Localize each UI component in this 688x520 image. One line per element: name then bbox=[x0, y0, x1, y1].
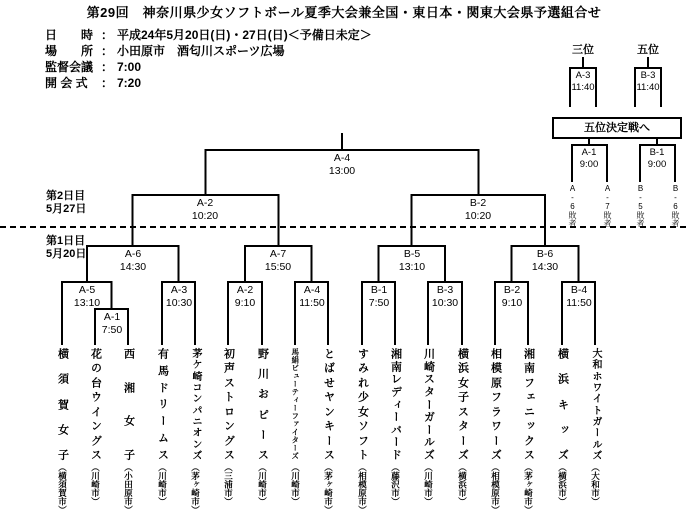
fifth-place-label: 五位 bbox=[637, 44, 659, 56]
fifth-place-game-label bbox=[631, 70, 665, 94]
team-name: 初 声 ス ト ロ ン グ ス bbox=[222, 348, 235, 460]
round1-b4-label bbox=[557, 284, 601, 310]
game-code: A-4 bbox=[333, 152, 351, 164]
team-yamato-white-girls bbox=[580, 348, 610, 518]
third-place-label: 三位 bbox=[572, 44, 594, 56]
loser-slot-a7: A-7敗者 bbox=[603, 184, 612, 227]
team-city: （大和市） bbox=[590, 463, 601, 506]
team-name: 有 馬 ド リ ー ム ス bbox=[156, 348, 169, 460]
team-city: （三浦市） bbox=[223, 463, 234, 506]
team-city: （川崎市） bbox=[157, 463, 168, 506]
team-name: 湘 南 レ デ ィ ー バ ー ド bbox=[389, 348, 402, 460]
round1-a5-label bbox=[65, 284, 109, 310]
team-city: （川崎市） bbox=[90, 463, 101, 506]
game-time: 13:00 bbox=[328, 165, 356, 177]
team-city: （横浜市） bbox=[557, 463, 568, 506]
team-name: 相 模 原 フ ラ ワ ー ズ bbox=[489, 348, 502, 460]
team-name: す み れ 少 女 ソ フ ト bbox=[356, 348, 369, 460]
game-time: 11:40 bbox=[571, 82, 595, 93]
game-code: B-1 bbox=[370, 284, 388, 296]
team-name: 横 浜 キ ッ ズ bbox=[556, 348, 569, 460]
day1-label-line2: 5月20日 bbox=[46, 248, 87, 260]
day2-label-line1: 第2日目 bbox=[46, 190, 86, 202]
day2-semi-b2-label bbox=[456, 197, 500, 223]
round1-b3-label bbox=[423, 284, 467, 310]
game-time: 14:30 bbox=[119, 261, 147, 273]
info-ceremony-row bbox=[45, 75, 372, 91]
game-code: A-4 bbox=[303, 284, 321, 296]
team-name: 川 崎 ス タ ー ガ ー ル ズ bbox=[422, 348, 435, 460]
game-time: 10:20 bbox=[191, 210, 219, 222]
fifth-place-decision-box: 五位決定戦へ bbox=[552, 117, 682, 139]
fifth-qualifier-a1-label bbox=[572, 147, 606, 171]
day1-label-line1: 第1日目 bbox=[46, 235, 86, 247]
info-place-label: 場 所 bbox=[45, 44, 94, 58]
game-time: 13:10 bbox=[73, 297, 101, 309]
game-code: A-6 bbox=[124, 248, 142, 260]
team-city: （小田原市） bbox=[123, 463, 134, 514]
game-time: 10:20 bbox=[464, 210, 492, 222]
info-meeting-value: 7:00 bbox=[117, 60, 142, 74]
info-date-label: 日 時 bbox=[45, 28, 94, 42]
day1-semi-b5-label bbox=[390, 248, 434, 274]
game-code: A-1 bbox=[581, 147, 597, 158]
team-city: （茅ヶ崎市） bbox=[323, 463, 334, 514]
team-kawasaki-stargirls bbox=[413, 348, 443, 518]
team-name: 大 和 ホ ワ イ ト ガ ー ル ズ bbox=[590, 348, 601, 460]
team-name: 横 浜 女 子 ス タ ー ズ bbox=[456, 348, 469, 460]
round1-a2-label bbox=[223, 284, 267, 310]
info-ceremony-label: 開 会 式 bbox=[45, 76, 88, 90]
game-time: 11:50 bbox=[566, 297, 592, 309]
round1-a1-label bbox=[90, 311, 134, 337]
game-time: 13:10 bbox=[398, 261, 426, 273]
team-hananodai-wings bbox=[80, 348, 110, 518]
loser-slot-b5: B-5敗者 bbox=[636, 184, 645, 227]
team-yokosuka-joshi bbox=[47, 348, 77, 518]
info-meeting-label: 監督会議 bbox=[45, 60, 94, 74]
game-time: 9:10 bbox=[234, 297, 256, 309]
page-title: 第29回 神奈川県少女ソフトボール夏季大会兼全国・東日本・関東大会県予選組合せ bbox=[86, 5, 602, 20]
game-time: 7:50 bbox=[101, 324, 123, 336]
game-time: 15:50 bbox=[264, 261, 292, 273]
team-name: と ば せ ヤ ン キ ー ス bbox=[322, 348, 335, 460]
game-time: 9:00 bbox=[647, 159, 667, 170]
team-chigasaki-companions bbox=[180, 348, 210, 518]
game-code: B-5 bbox=[403, 248, 421, 260]
game-code: B-3 bbox=[640, 70, 656, 81]
game-code: A-3 bbox=[170, 284, 188, 296]
team-maginu-beauty-fighters bbox=[280, 348, 310, 518]
game-code: A-2 bbox=[196, 197, 214, 209]
info-date-row bbox=[45, 27, 372, 43]
fifth-qualifier-b1-label bbox=[640, 147, 674, 171]
team-city: （横浜市） bbox=[457, 463, 468, 506]
team-name: 馬 絹 ビ ュ ー テ ィ ー フ ァ イ タ ー ズ bbox=[290, 348, 300, 460]
team-name: 野 川 お ピ ー ス bbox=[256, 348, 269, 460]
team-sumire-shojo-soft bbox=[347, 348, 377, 518]
team-yokohama-kids bbox=[547, 348, 577, 518]
team-city: （藤沢市） bbox=[390, 463, 401, 506]
team-sagamihara-flowers bbox=[480, 348, 510, 518]
game-time: 11:40 bbox=[636, 82, 660, 93]
game-code: B-1 bbox=[649, 147, 665, 158]
game-time: 10:30 bbox=[431, 297, 459, 309]
day1-label bbox=[46, 235, 86, 261]
third-place-game-label bbox=[566, 70, 600, 94]
info-meeting-row bbox=[45, 59, 372, 75]
team-city: （相模原市） bbox=[357, 463, 368, 514]
team-seisho-joshi bbox=[113, 348, 143, 518]
day1-semi-b6-label bbox=[523, 248, 567, 274]
round1-a3-label bbox=[157, 284, 201, 310]
info-separator: ： bbox=[101, 44, 114, 58]
team-shonan-ladybird bbox=[380, 348, 410, 518]
team-tobase-yankees bbox=[313, 348, 343, 518]
round1-a4-label bbox=[290, 284, 334, 310]
info-place-value: 小田原市 酒匂川スポーツ広場 bbox=[117, 44, 285, 58]
game-time: 9:10 bbox=[501, 297, 523, 309]
team-name: 西 湘 女 子 bbox=[122, 348, 135, 460]
game-code: A-5 bbox=[78, 284, 96, 296]
team-nogawa-peace bbox=[247, 348, 277, 518]
info-separator: ： bbox=[101, 60, 114, 74]
game-code: B-2 bbox=[469, 197, 487, 209]
day2-label-line2: 5月27日 bbox=[46, 203, 87, 215]
team-city: （茅ヶ崎市） bbox=[523, 463, 534, 514]
round1-b2-label bbox=[490, 284, 534, 310]
loser-slot-b6: B-6敗者 bbox=[671, 184, 680, 227]
final-game-label bbox=[320, 152, 364, 178]
game-time: 14:30 bbox=[531, 261, 559, 273]
team-name: 横 須 賀 女 子 bbox=[56, 348, 69, 460]
team-shonan-phoenix bbox=[513, 348, 543, 518]
team-city: （横須賀市） bbox=[57, 463, 68, 514]
team-name: 茅 ケ 崎 コ ン パ ニ オ ン ズ bbox=[190, 348, 201, 460]
team-city: （川崎市） bbox=[290, 463, 301, 506]
info-separator: ： bbox=[101, 76, 114, 90]
info-separator: ： bbox=[101, 28, 114, 42]
day2-semi-a2-label bbox=[183, 197, 227, 223]
game-code: B-6 bbox=[536, 248, 554, 260]
day1-semi-a7-label bbox=[256, 248, 300, 274]
team-city: （川崎市） bbox=[257, 463, 268, 506]
game-code: A-2 bbox=[236, 284, 254, 296]
day2-label bbox=[46, 190, 86, 216]
game-code: B-4 bbox=[570, 284, 588, 296]
game-code: A-1 bbox=[103, 311, 121, 323]
event-info bbox=[45, 27, 372, 91]
game-time: 11:50 bbox=[299, 297, 325, 309]
team-city: （川崎市） bbox=[423, 463, 434, 506]
info-date-value: 平成24年5月20日(日)・27日(日)＜予備日未定＞ bbox=[117, 28, 372, 42]
game-time: 10:30 bbox=[165, 297, 193, 309]
team-city: （相模原市） bbox=[490, 463, 501, 514]
game-code: B-2 bbox=[503, 284, 521, 296]
team-name: 花 の 台 ウ イ ン グ ス bbox=[89, 348, 102, 460]
team-arima-dreams bbox=[147, 348, 177, 518]
game-code: A-7 bbox=[269, 248, 287, 260]
game-code: A-3 bbox=[575, 70, 591, 81]
team-hasse-strongs bbox=[213, 348, 243, 518]
team-name: 湘 南 フ ェ ニ ッ ク ス bbox=[522, 348, 535, 460]
game-code: B-3 bbox=[436, 284, 454, 296]
game-time: 7:50 bbox=[368, 297, 390, 309]
team-yokohama-joshi-stars bbox=[447, 348, 477, 518]
loser-slot-a6: A-6敗者 bbox=[568, 184, 577, 227]
info-place-row bbox=[45, 43, 372, 59]
team-city: （茅ヶ崎市） bbox=[190, 463, 201, 514]
game-time: 9:00 bbox=[579, 159, 599, 170]
day1-semi-a6-label bbox=[111, 248, 155, 274]
info-ceremony-value: 7:20 bbox=[117, 76, 142, 90]
round1-b1-label bbox=[357, 284, 401, 310]
